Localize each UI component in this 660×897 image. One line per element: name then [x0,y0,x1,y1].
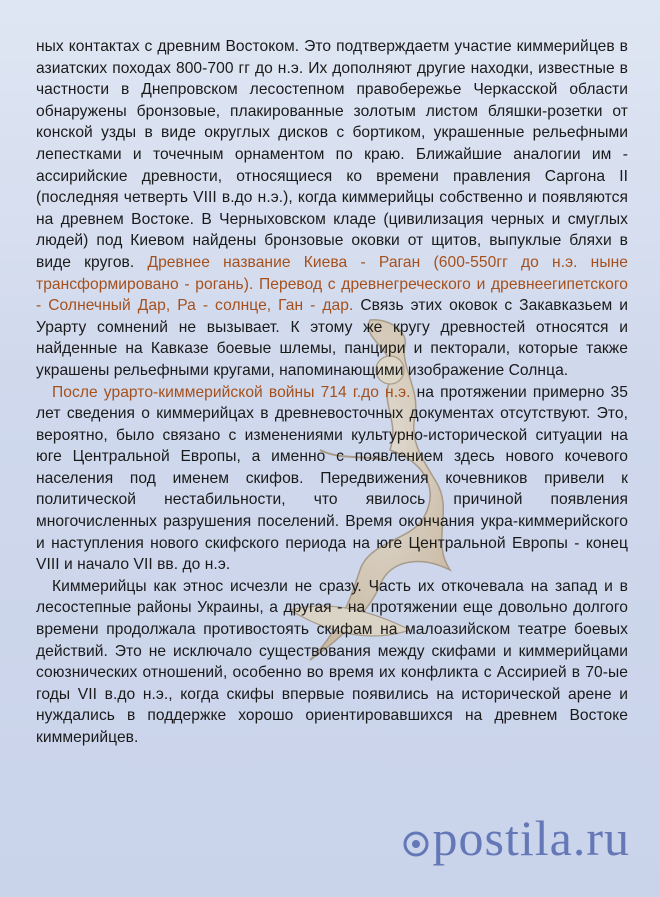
article-text [36,36,628,749]
watermark-text: postila.ru [432,810,630,866]
paragraph [36,576,628,749]
body-text: на протяжении примерно 35 лет сведения о киммерийцах в древневосточных документах отсутствуют. Это, вероятно, было связано с изменениями культурно-исторической ситуации на юге Центральной Европы, а именно с появлением здесь нового кочевого населения под именем скифов. Передвижения кочевников привели к политической нестабильности, что явилось причиной появления многочисленных разрушения поселений. Время окончания укра-киммерийского и наступления нового скифского периода на юге Центральной Европы - конец VIII и начало VII вв. до н.э. [36,383,629,574]
highlighted-text: После урарто-киммерийской войны 714 г.до н.э. [52,383,411,401]
paragraph [36,36,628,382]
highlighted-text: Древнее название Киева - Раган (600-550гг до н.э. ныне трансформировано - рогань). Перевод с древнегреческого и древнеегипетского - Солнечный Дар, Ра - солнце, Ган - дар. [36,253,628,315]
body-text: Киммерийцы как этнос исчезли не сразу. Часть их откочевала на запад и в лесостепные районы Украины, а другая - на протяжении еще довольно долгого времени продолжала противостоять скифам на малоазийском театре боевых действий. Это не исключало существования между скифами и киммерийцами союзнических отношений, особенно во время их конфликта с Ассирией в 70-ые годы VII в.до н.э., когда скифы впервые появились на исторической арене и нуждались в поддержке хорошо ориентировавшихся на древнем Востоке киммерийцев. [36,577,628,746]
postila-logo-icon [403,831,429,857]
paragraph [36,382,628,576]
body-text: ных контактах с древним Востоком. Это подтверждаетм участие киммерийцев в азиатских походах 800-700 гг до н.э. Их дополняют другие находки, известные в частности в Днепровском лесостепном правобережье Черкасской области обнаружены бронзовые, плакированные золотым листом бляшки-розетки от конской узды в виде округлых дисков с бортиком, украшенные рельефными лепестками и точечным орнаментом по краю. Ближайшие аналогии им - ассирийские древности, относящиеся ко времени правления Саргона II (последняя четверть VIII в.до н.э.), когда киммерийцы собственно и появляются на древнем Востоке. В Черныховском кладе (цивилизация черных и смуглых людей) под Киевом найдены бронзовые оковки от щитов, выпуклые бляхи в виде кругов. [36,38,628,271]
watermark [403,809,630,867]
body-text: Связь этих оковок с Закавказьем и Урарту сомнений не вызывает. К этому же кругу древностей относятся и найденные на Кавказе боевые шлемы, панцири и пекторали, которые также украшены рельефными кругами, напоминающими изображение Солнца. [36,297,629,379]
